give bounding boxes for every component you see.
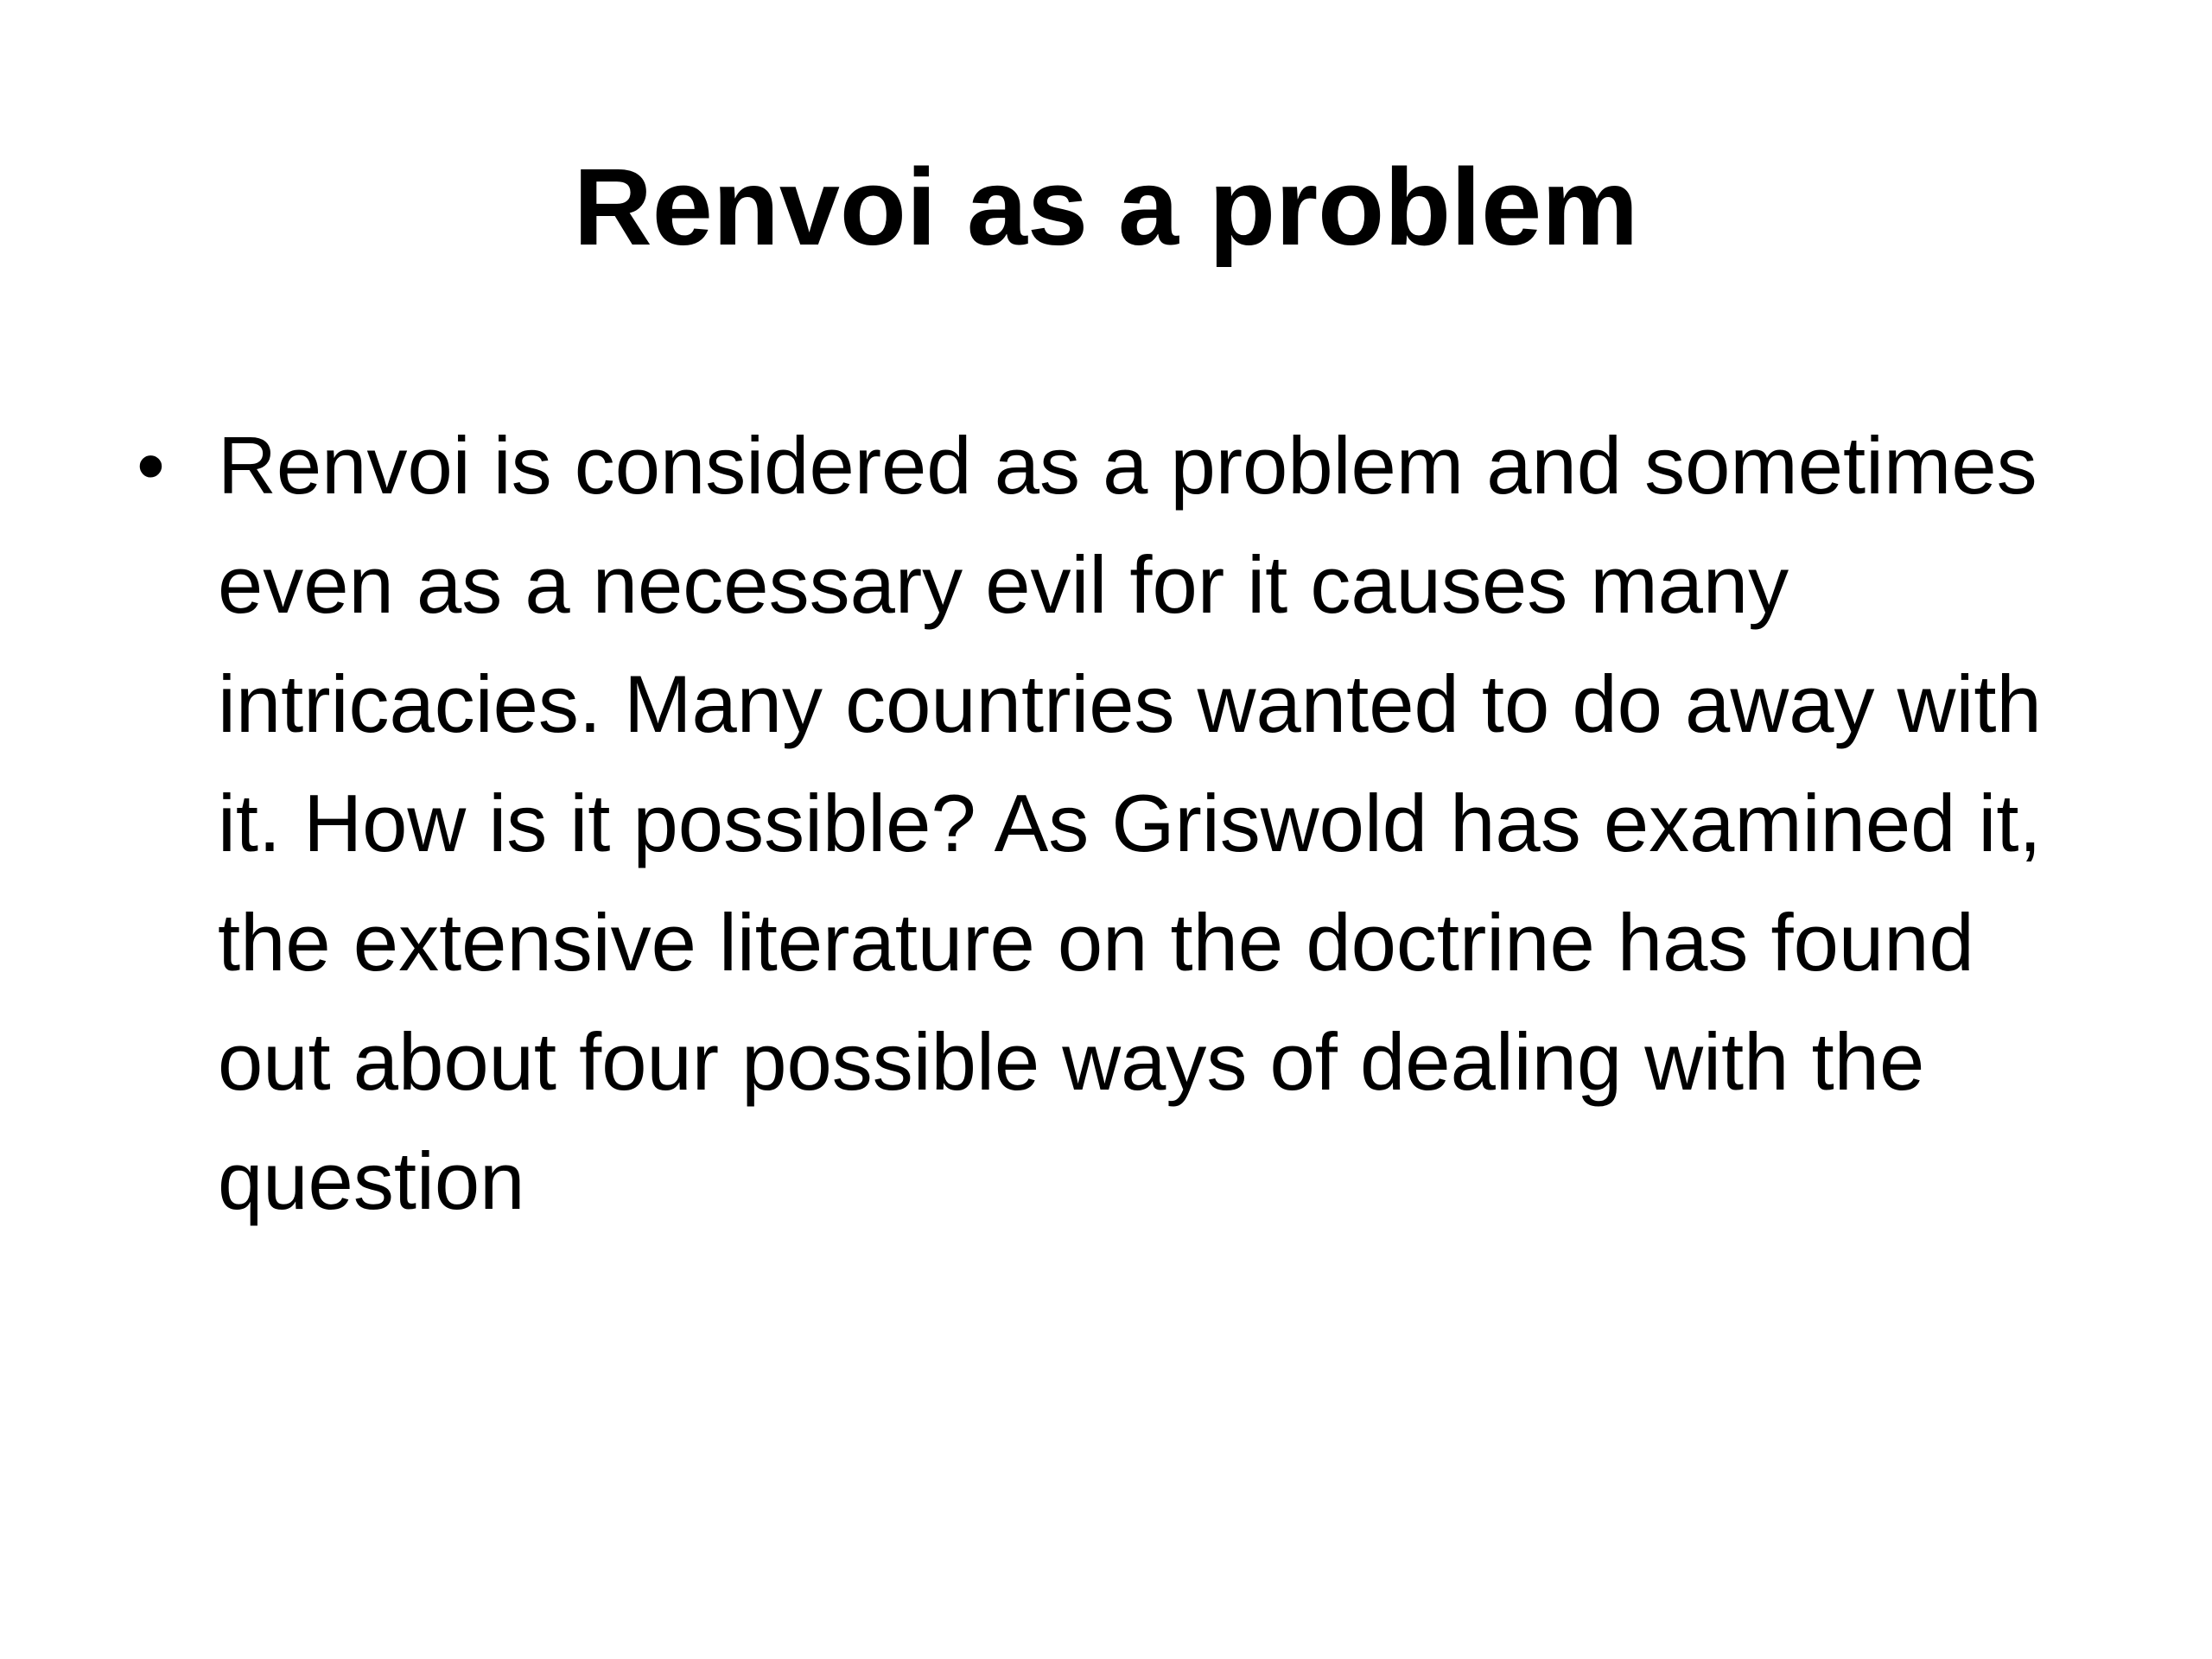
bullet-list [130,406,2108,1241]
slide-title: Renvoi as a problem [573,146,1639,268]
bullet-dot-icon: • [137,420,165,511]
bullet-text: Renvoi is considered as a problem and sometimes even as a necessary evil for it causes many intricacies. Many countries wanted to do away with it. How is it possible? As Griswold has examined it, the extensive literature on the doctrine has found out about four possible ways of dealing with the question [218,420,2042,1226]
bullet-item [130,406,2108,1241]
